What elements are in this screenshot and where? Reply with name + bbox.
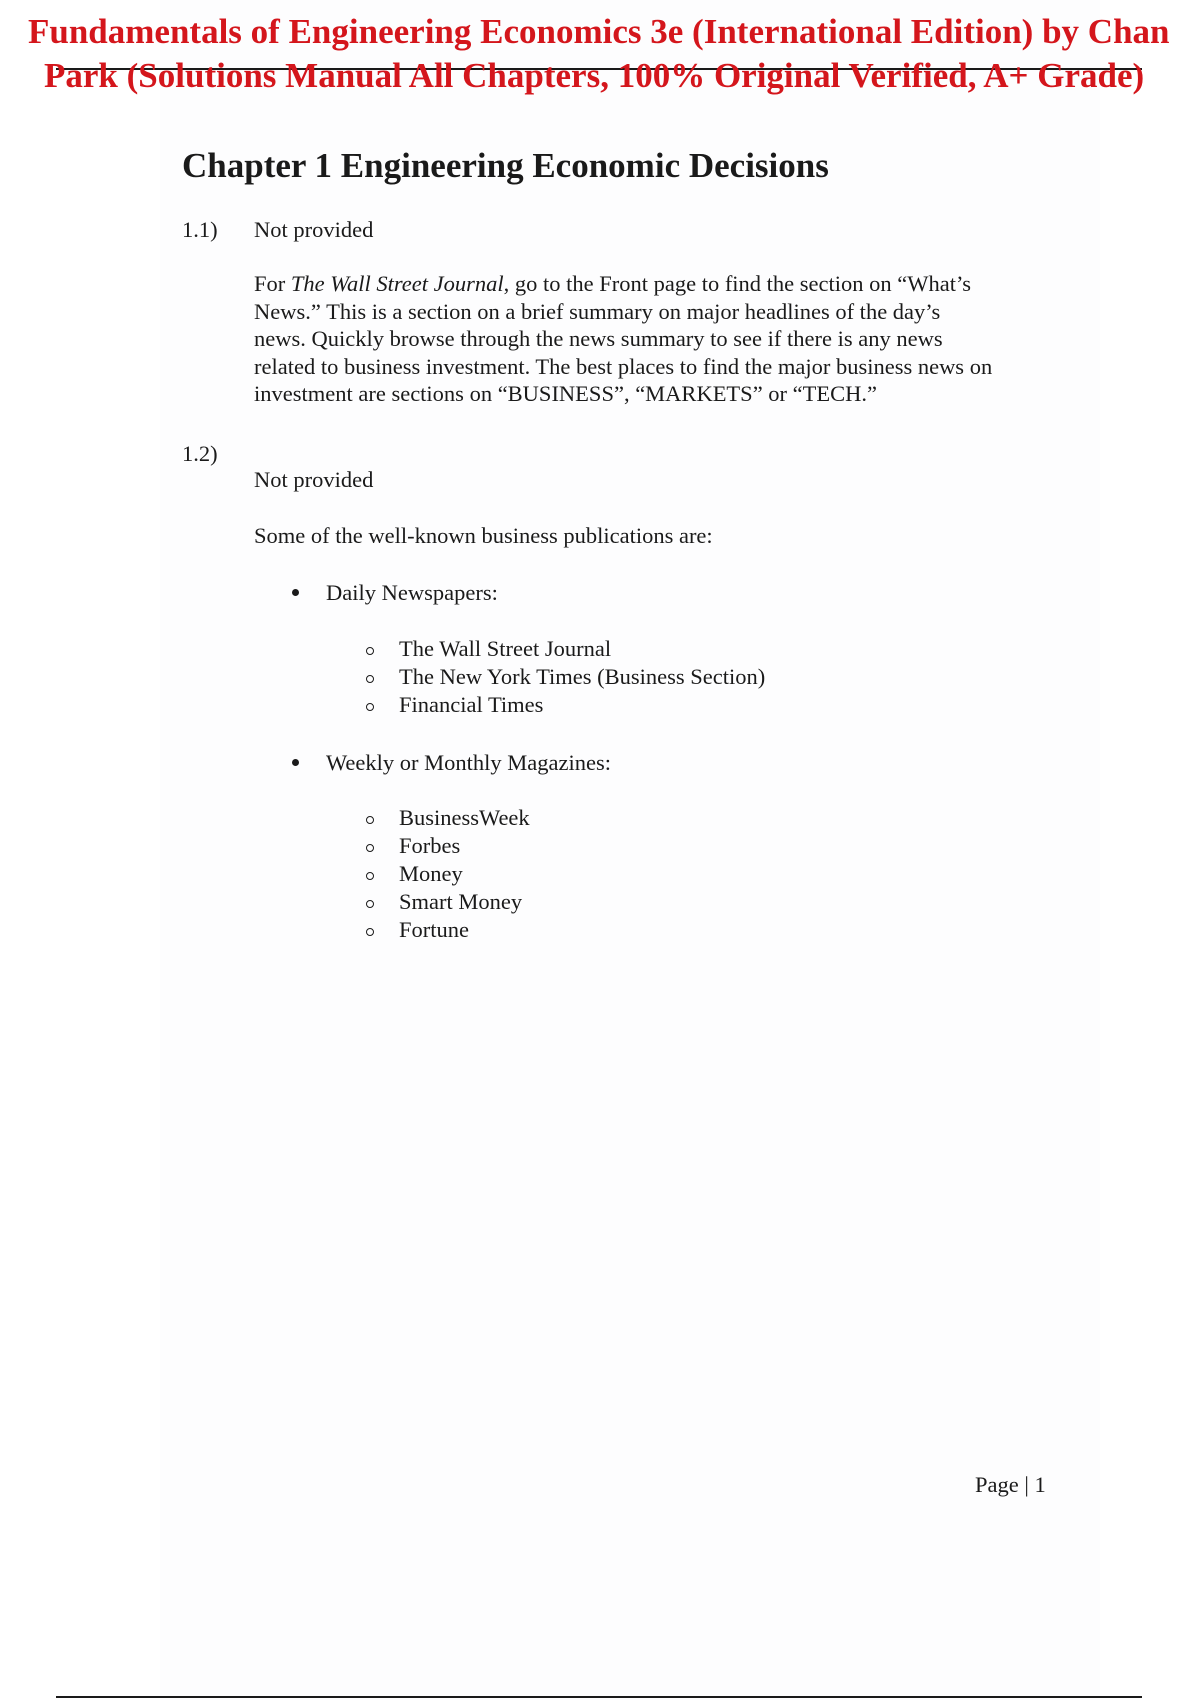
paragraph-line: related to business investment. The best places to find the major business news on — [254, 353, 993, 379]
problem-status-1-1: Not provided — [254, 217, 374, 242]
bullet-icon — [292, 759, 299, 766]
sub-bullet-icon — [366, 647, 374, 655]
document-banner — [0, 12, 1200, 102]
banner-line-2: Park (Solutions Manual All Chapters, 100% Original Verified, A+ Grade) — [44, 56, 1145, 95]
paragraph-line: news. Quickly browse through the news summary to see if there is any news — [254, 326, 943, 351]
list-item: Fortune — [399, 917, 469, 942]
page-number: Page | 1 — [975, 1472, 1046, 1497]
sub-bullet-icon — [366, 816, 374, 824]
paragraph-line — [254, 270, 1084, 298]
problem-status-1-2: Not provided — [254, 467, 374, 492]
problem-number-1-1: 1.1) — [182, 217, 218, 242]
list-item: The New York Times (Business Section) — [399, 664, 766, 689]
group-label-daily-newspapers: Daily Newspapers: — [326, 580, 498, 605]
problem-number-1-2: 1.2) — [182, 441, 218, 466]
sub-bullet-icon — [366, 928, 374, 936]
problem-answer-1-1 — [254, 270, 1084, 408]
paragraph-line: News.” This is a section on a brief summary on major headlines of the day’s — [254, 298, 941, 324]
sub-bullet-icon — [366, 844, 374, 852]
banner-line-1: Fundamentals of Engineering Economics 3e (International Edition) by Chan — [28, 12, 1170, 51]
document-page — [160, 0, 1100, 1700]
bullet-icon — [292, 589, 299, 596]
group-label-magazines: Weekly or Monthly Magazines: — [326, 750, 611, 775]
list-item: Money — [399, 861, 463, 886]
sub-bullet-icon — [366, 703, 374, 711]
list-item: Smart Money — [399, 889, 523, 914]
paragraph-lead: For — [254, 271, 291, 296]
sub-bullet-icon — [366, 675, 374, 683]
paragraph-text: , go to the Front page to find the section on “What’s — [503, 271, 971, 296]
sub-bullet-icon — [366, 900, 374, 908]
paragraph-line: investment are sections on “BUSINESS”, “MARKETS” or “TECH.” — [254, 381, 878, 406]
list-item: The Wall Street Journal — [399, 636, 612, 661]
publication-name: The Wall Street Journal — [290, 271, 504, 296]
list-item: BusinessWeek — [399, 805, 530, 830]
sub-bullet-icon — [366, 872, 374, 880]
chapter-title: Chapter 1 Engineering Economic Decisions — [182, 146, 829, 185]
publications-intro: Some of the well-known business publications are: — [254, 523, 713, 548]
list-item: Forbes — [399, 833, 461, 858]
page-bottom-rule — [56, 1696, 1142, 1698]
list-item: Financial Times — [399, 692, 544, 717]
